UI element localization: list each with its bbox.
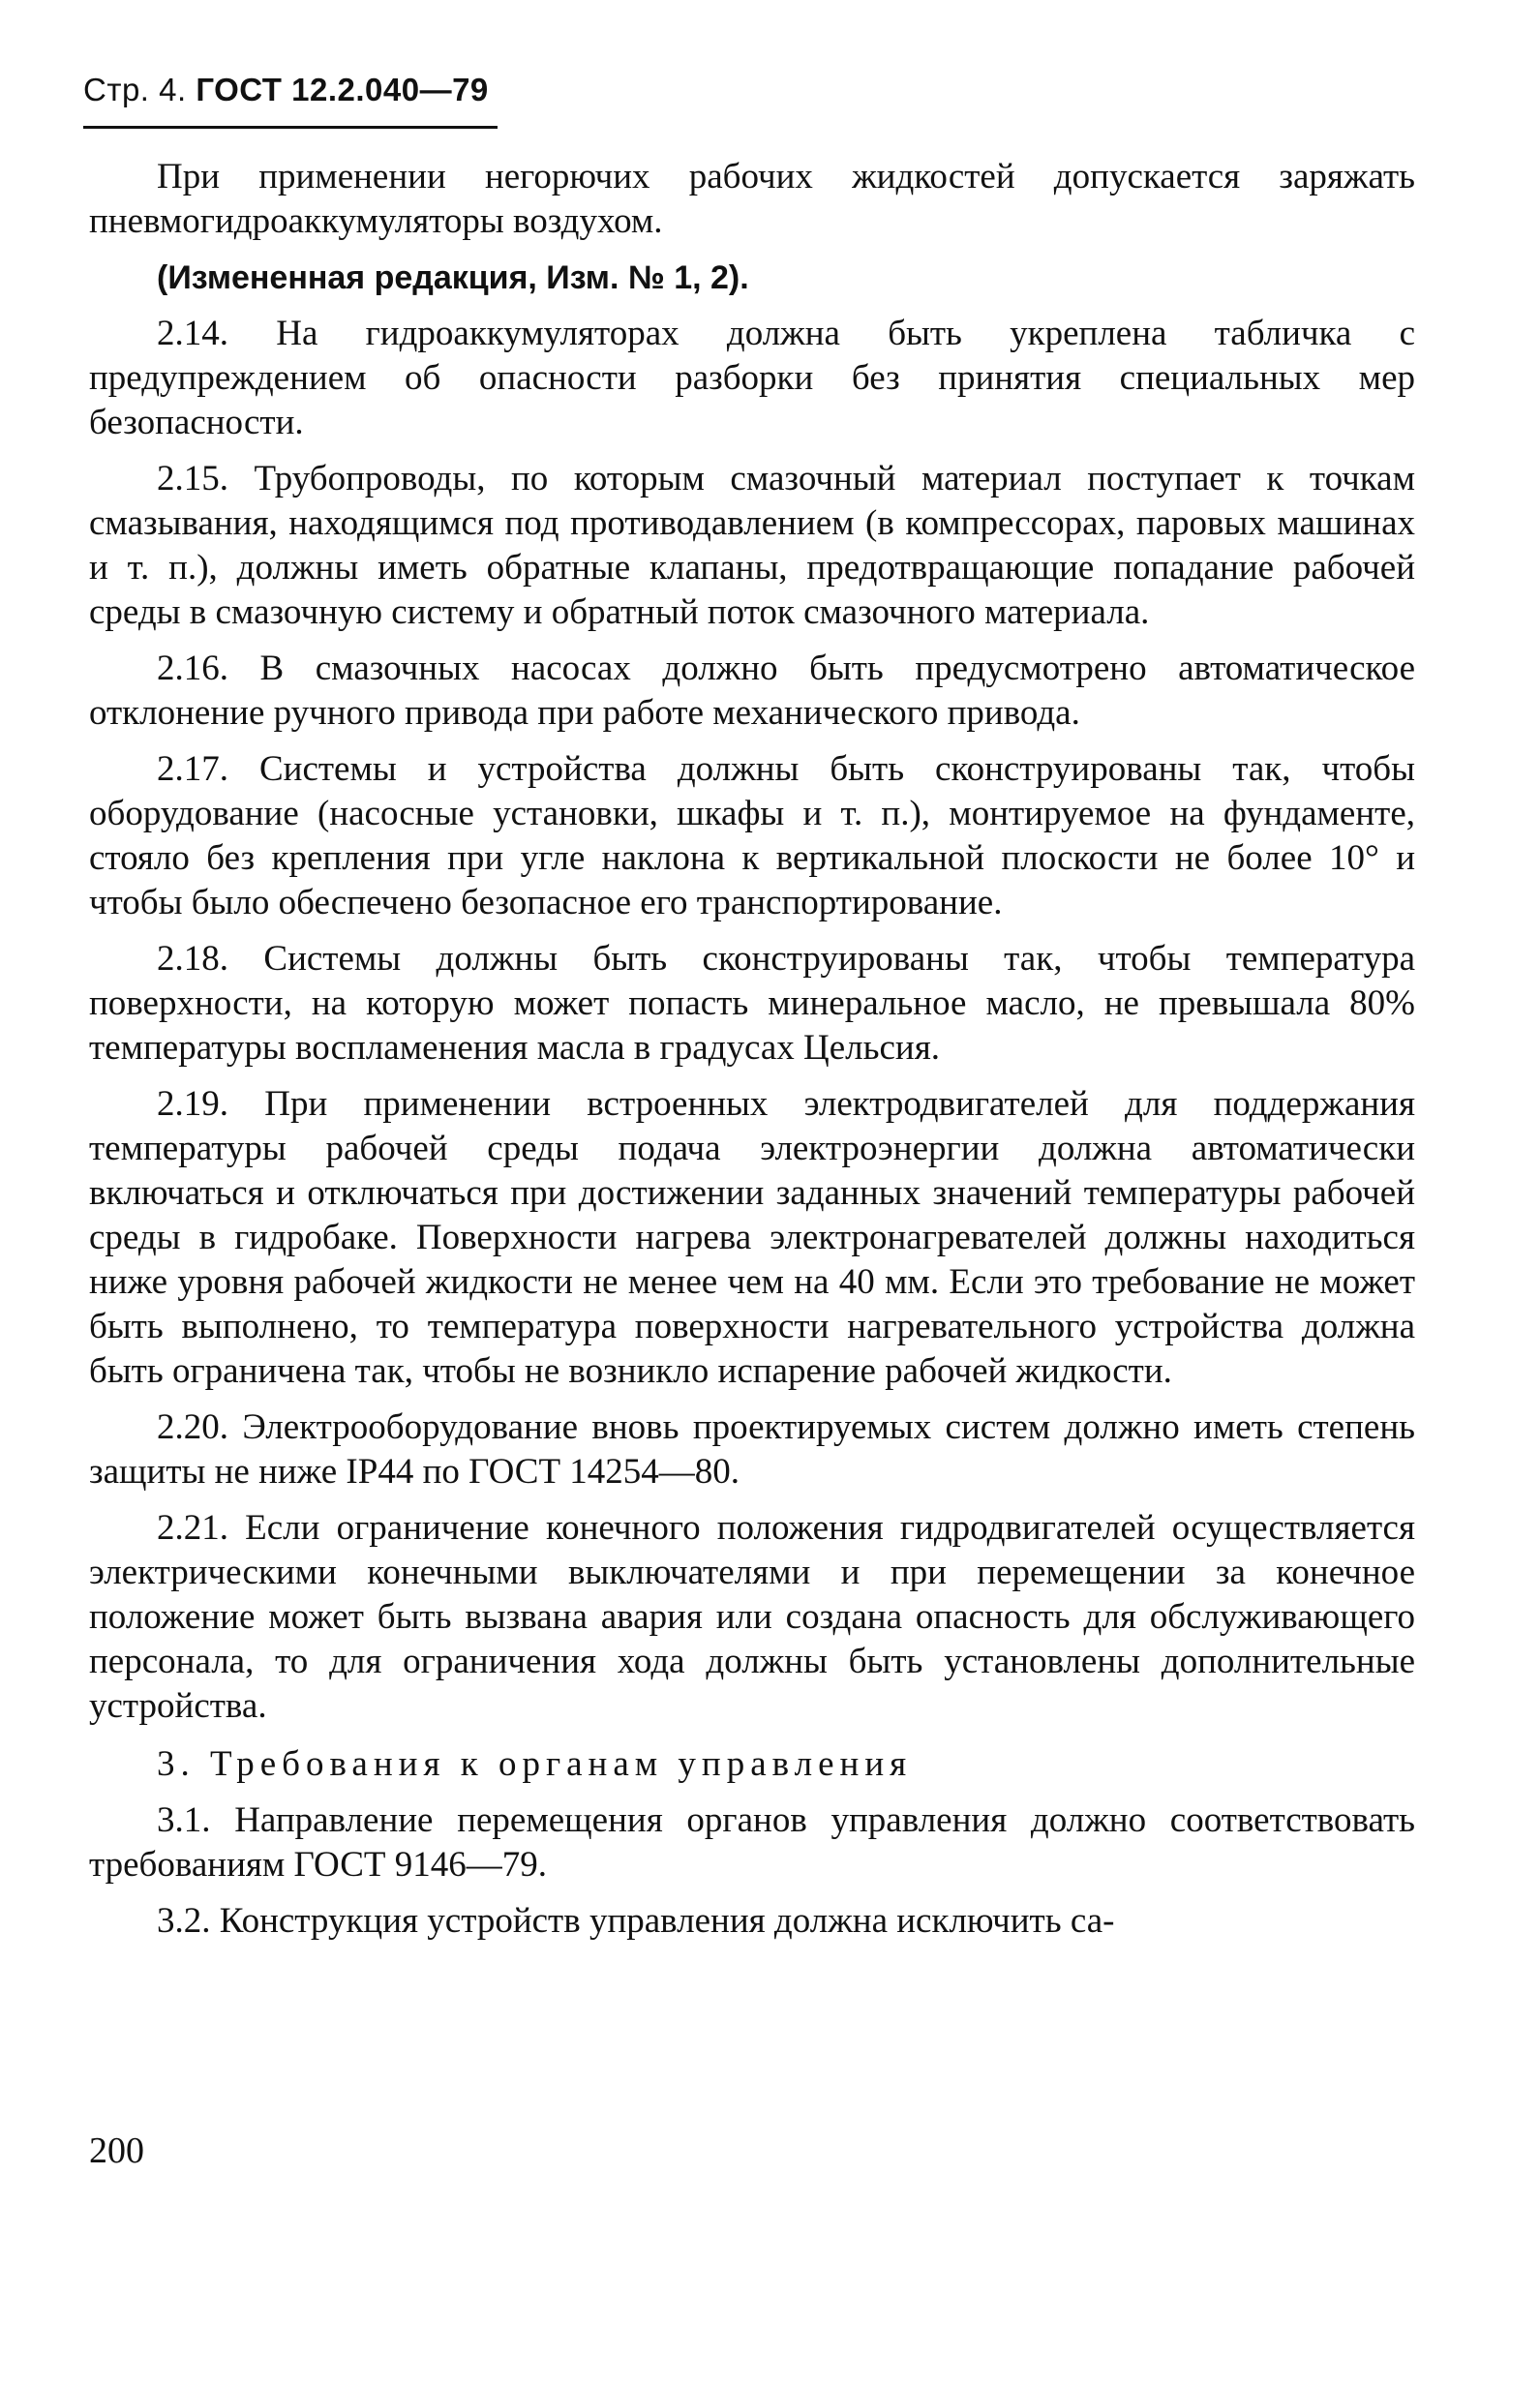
section-heading-3: 3. Требования к органам управления xyxy=(157,1744,913,1784)
paragraph-2-19: 2.19. При применении встроенных электродвигателей для поддержания температуры рабочей среды подача электроэнергии должна автоматически включаться и отключаться при достижении заданных значений температуры рабочей среды в гидробаке. Поверхности нагрева электронагревателей должны находиться ниже уровня рабочей жидкости не менее чем на 40 мм. Если это требование не может быть выполнено, то температура поверхности нагревательного устройства должна быть ограничена так, чтобы не возникло испарение рабочей жидкости. xyxy=(89,1084,1415,1391)
paragraph-3-2: 3.2. Конструкция устройств управления должна исключить са- xyxy=(157,1901,1115,1941)
page-number: 200 xyxy=(89,2130,144,2171)
paragraph-intro: При применении негорючих рабочих жидкостей допускается заряжать пневмогидроаккумуляторы воздухом. xyxy=(89,157,1415,241)
paragraph-2-21: 2.21. Если ограничение конечного положения гидродвигателей осуществляется электрическими конечными выключателями и при перемещении за конечное положение может быть вызвана авария или создана опасность для обслуживающего персонала, то для ограничения хода должны быть установлены дополнительные устройства. xyxy=(89,1508,1415,1726)
standard-id: ГОСТ 12.2.040—79 xyxy=(196,72,489,107)
paragraph-2-16: 2.16. В смазочных насосах должно быть предусмотрено автоматическое отклонение ручного привода при работе механического привода. xyxy=(89,649,1415,733)
paragraph-2-15: 2.15. Трубопроводы, по которым смазочный материал поступает к точкам смазывания, находящимся под противодавлением (в компрессорах, паровых машинах и т. п.), должны иметь обратные клапаны, предотвращающие попадание рабочей среды в смазочную систему и обратный поток смазочного материала. xyxy=(89,459,1415,632)
paragraph-2-14: 2.14. На гидроаккумуляторах должна быть укреплена табличка с предупреждением об опасности разборки без принятия специальных мер безопасности. xyxy=(89,314,1415,442)
page-prefix: Стр. 4. xyxy=(83,72,187,107)
paragraph-2-17: 2.17. Системы и устройства должны быть сконструированы так, чтобы оборудование (насосные установки, шкафы и т. п.), монтируемое на фундаменте, стояло без крепления при угле наклона к вертикальной плоскости не более 10° и чтобы было обеспечено безопасное его транспортирование. xyxy=(89,749,1415,922)
paragraph-2-18: 2.18. Системы должны быть сконструированы так, чтобы температура поверхности, на которую может попасть минеральное масло, не превышала 80% температуры воспламенения масла в градусах Цельсия. xyxy=(89,939,1415,1068)
header-rule xyxy=(83,126,498,129)
paragraph-2-20: 2.20. Электрооборудование вновь проектируемых систем должно иметь степень защиты не ниже IP44 по ГОСТ 14254—80. xyxy=(89,1407,1415,1492)
paragraph-3-1: 3.1. Направление перемещения органов управления должно соответствовать требованиям ГОСТ 9146—79. xyxy=(89,1800,1415,1885)
document-body xyxy=(89,155,1415,1944)
page-header xyxy=(83,72,489,108)
revision-note: (Измененная редакция, Изм. № 1, 2). xyxy=(157,259,749,296)
